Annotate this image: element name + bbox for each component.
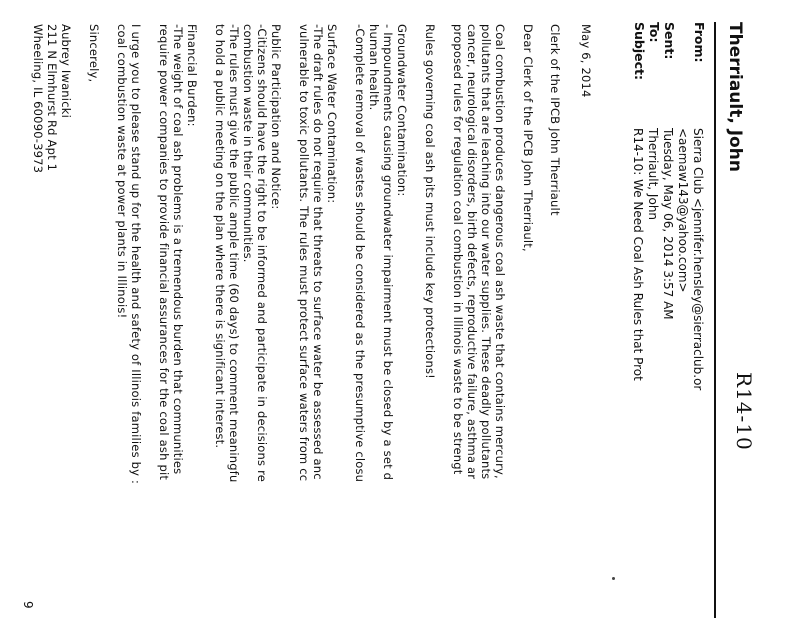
groundwater-line: human health. <box>367 24 381 111</box>
signature-address: 211 N Elmhurst Rd Apt 1 <box>45 24 59 172</box>
groundwater-line: -Complete removal of wastes should be considered as the presumptive closu <box>353 24 367 483</box>
to-label: To: <box>647 22 662 43</box>
financial-burden-line: require power companies to provide financial assurances for the coal ash pit <box>157 24 171 481</box>
public-participation-line: -The rules must give the public ample time (60 days) to comment meaningfu <box>227 24 241 483</box>
rules-line: Rules governing coal ash pits must include key protections! <box>423 24 437 379</box>
from-label: From: <box>692 22 707 63</box>
to-value: Therriault, John <box>646 128 660 221</box>
groundwater-heading: Groundwater Contamination: <box>395 24 409 197</box>
scan-speck <box>612 577 615 580</box>
sent-value: Tuesday, May 06, 2014 3:57 AM <box>661 128 675 320</box>
public-participation-line: -Citizens should have the right to be informed and participate in decisions re <box>255 24 269 483</box>
surface-water-line: -The draft rules do not require that threats to surface water be assessed anc <box>311 24 325 480</box>
groundwater-line: - Impoundments causing groundwater impairment must be closed by a set d <box>381 24 395 481</box>
signature-name: Aubrey Iwanicki <box>59 24 73 118</box>
surface-water-heading: Surface Water Contamination: <box>325 24 339 204</box>
intro-line: cancer, neurological disorders, birth defects, reproductive failure, asthma ar <box>465 24 479 480</box>
document-id: R14-10 <box>732 372 756 451</box>
subject-label: Subject: <box>632 22 647 80</box>
page-number: 9 <box>21 601 35 609</box>
financial-burden-heading: Financial Burden: <box>185 24 199 127</box>
from-value-line-2: <aemaw143@yahoo.com> <box>676 128 690 293</box>
salutation-line: Clerk of the IPCB John Therriault <box>548 24 562 216</box>
signature-address: Wheeling, IL 60090-3973 <box>31 24 45 174</box>
public-participation-line: to hold a public meeting on the plan where there is significant interest. <box>213 24 227 449</box>
sender-name: Therriault, John <box>725 22 745 172</box>
public-participation-line: combustion waste in their communities. <box>241 24 255 263</box>
intro-line: proposed rules for regulation coal combustion in Illinois waste to be strengt <box>451 24 465 475</box>
sent-label: Sent: <box>662 22 677 60</box>
public-participation-heading: Public Participation and Notice: <box>269 24 283 210</box>
letter-date: May 6, 2014 <box>579 24 593 98</box>
closing: Sincerely, <box>87 24 101 83</box>
intro-line: pollutants that are leaching into our water supplies. These deadly pollutants <box>479 24 493 480</box>
urge-line: I urge you to please stand up for the health and safety of Illinois families by : <box>129 24 143 485</box>
subject-value: R14-10: We Need Coal Ash Rules that Prot <box>631 128 645 381</box>
salutation-line-2: Dear Clerk of the IPCB John Therriault, <box>521 24 535 252</box>
financial-burden-line: -The weight of coal ash problems is a tremendous burden that communities <box>171 24 185 475</box>
surface-water-line: vulnerable to toxic pollutants. The rules must protect surface waters from cc <box>297 24 311 482</box>
from-value-line-1: Sierra Club <jennifer.hensley@sierraclub.or <box>691 128 705 391</box>
header-divider <box>714 22 716 618</box>
urge-line: coal combustion waste at power plants in Illinois! <box>115 24 129 319</box>
intro-line: Coal combustion produces dangerous coal ash waste that contains mercury, <box>493 24 507 479</box>
